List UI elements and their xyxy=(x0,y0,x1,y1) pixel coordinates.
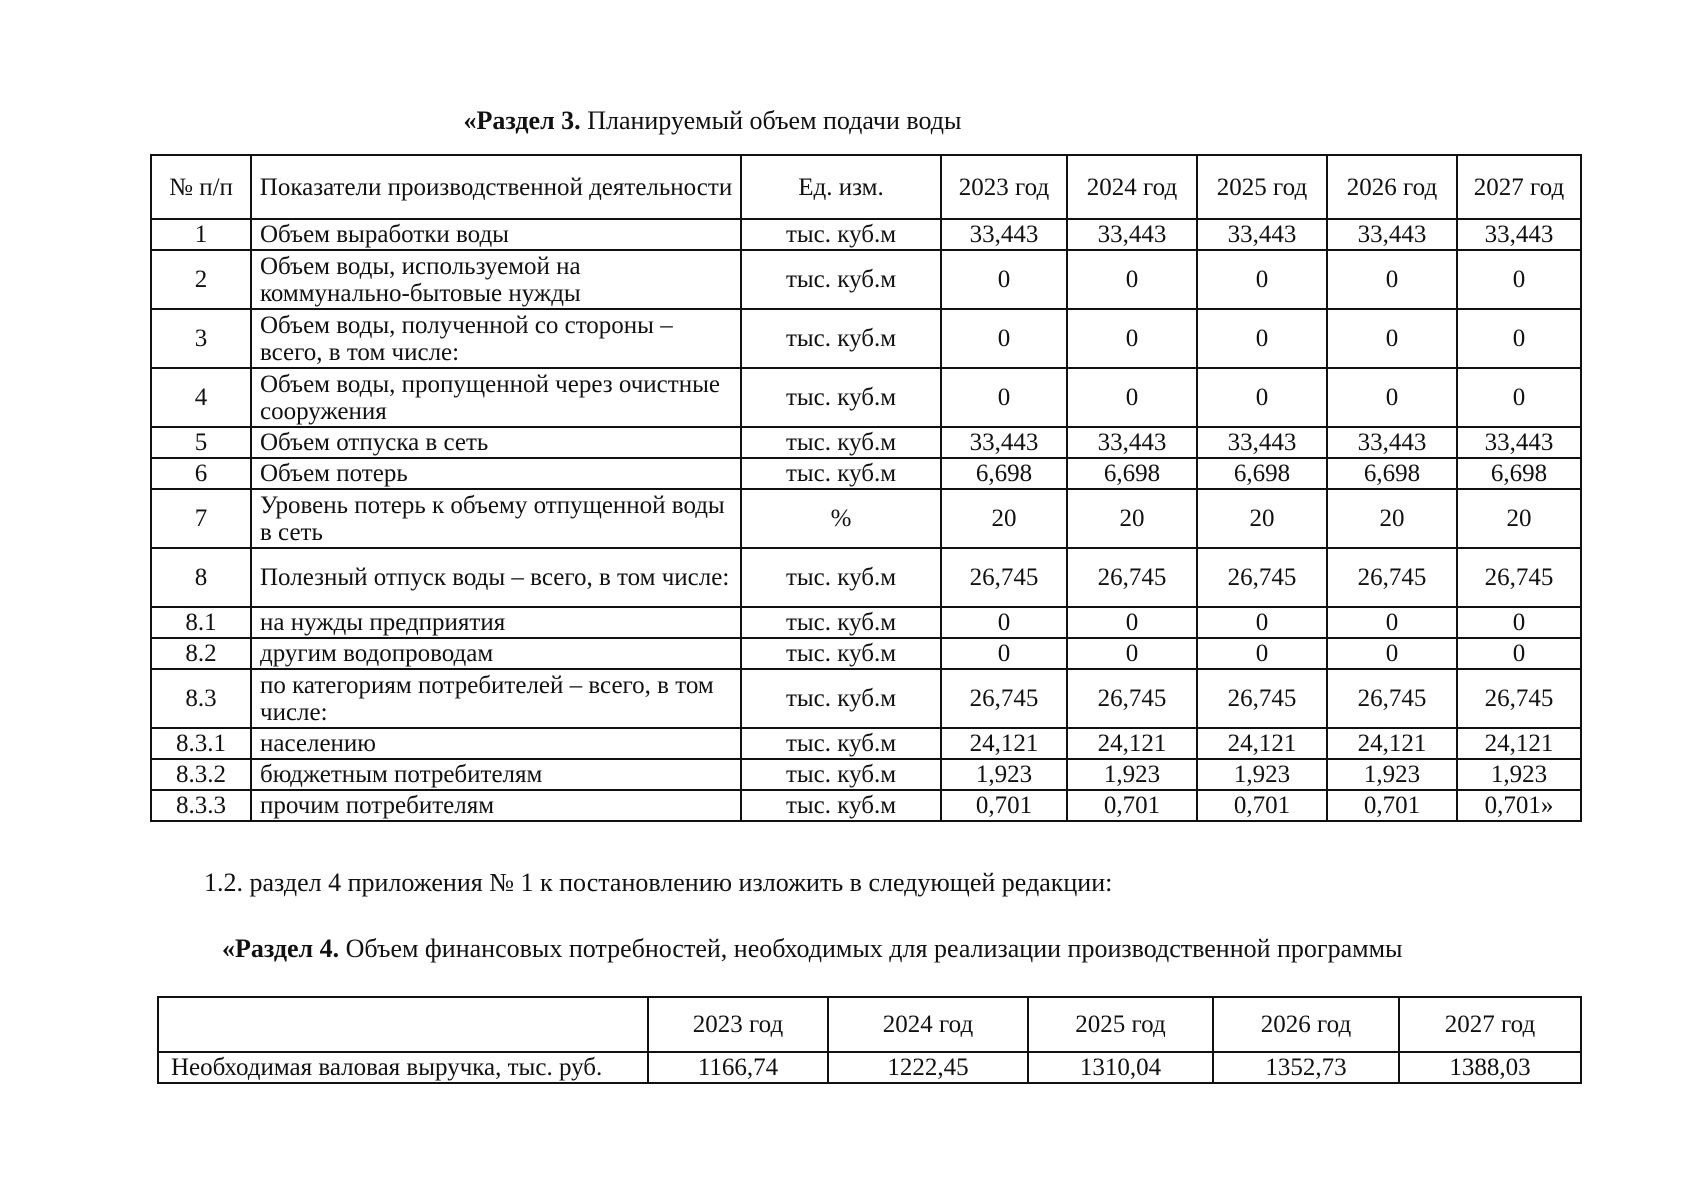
value-2027: 0 xyxy=(1457,607,1581,638)
value-2026: 0,701 xyxy=(1327,790,1457,821)
value-2027: 0 xyxy=(1457,250,1581,309)
value-2027: 24,121 xyxy=(1457,728,1581,759)
value-2027: 26,745 xyxy=(1457,669,1581,728)
col-header-empty xyxy=(158,997,648,1052)
value-2024: 26,745 xyxy=(1067,548,1197,607)
row-indicator: Объем выработки воды xyxy=(251,219,741,250)
row-indicator: Объем воды, полученной со стороны – всего, в том числе: xyxy=(251,309,741,368)
value-2024: 6,698 xyxy=(1067,458,1197,489)
row-indicator: по категориям потребителей – всего, в том числе: xyxy=(251,669,741,728)
value-2024: 33,443 xyxy=(1067,219,1197,250)
row-number: 8.2 xyxy=(151,638,251,669)
row-number: 3 xyxy=(151,309,251,368)
row-number: 2 xyxy=(151,250,251,309)
table-row xyxy=(158,1052,1581,1083)
section-4-title-text: Объем финансовых потребностей, необходимых для реализации производственной программы xyxy=(339,934,1403,963)
row-indicator: Объем потерь xyxy=(251,458,741,489)
value-2027: 6,698 xyxy=(1457,458,1581,489)
value-2026: 0 xyxy=(1327,638,1457,669)
table-row xyxy=(151,368,1581,427)
table-row xyxy=(151,427,1581,458)
col-header-2025: 2025 год xyxy=(1197,155,1327,219)
value-2023: 0 xyxy=(941,309,1067,368)
row-number: 8.3 xyxy=(151,669,251,728)
value-2026: 0 xyxy=(1327,309,1457,368)
col-header-2023: 2023 год xyxy=(941,155,1067,219)
row-number: 5 xyxy=(151,427,251,458)
value-2024: 0 xyxy=(1067,368,1197,427)
row-unit: тыс. куб.м xyxy=(741,309,941,368)
table-row xyxy=(151,638,1581,669)
value-2023: 20 xyxy=(941,489,1067,548)
value-2023: 24,121 xyxy=(941,728,1067,759)
value-2025: 1,923 xyxy=(1197,759,1327,790)
value-2025: 0 xyxy=(1197,638,1327,669)
value-2023: 33,443 xyxy=(941,427,1067,458)
value-2024: 0 xyxy=(1067,250,1197,309)
row-indicator: Объем воды, пропущенной через очистные сооружения xyxy=(251,368,741,427)
table-header-row xyxy=(158,997,1581,1052)
row-number: 8.3.1 xyxy=(151,728,251,759)
value-2024: 20 xyxy=(1067,489,1197,548)
value-2023: 0,701 xyxy=(941,790,1067,821)
value-2025: 33,443 xyxy=(1197,219,1327,250)
value-2023: 0 xyxy=(941,368,1067,427)
value-2026: 1352,73 xyxy=(1213,1052,1399,1083)
value-2024: 0 xyxy=(1067,309,1197,368)
value-2023: 26,745 xyxy=(941,548,1067,607)
row-indicator: прочим потребителям xyxy=(251,790,741,821)
value-2023: 0 xyxy=(941,250,1067,309)
col-header-2024: 2024 год xyxy=(1067,155,1197,219)
value-2024: 1222,45 xyxy=(828,1052,1028,1083)
table-row xyxy=(151,219,1581,250)
value-2026: 6,698 xyxy=(1327,458,1457,489)
row-unit: тыс. куб.м xyxy=(741,607,941,638)
value-2025: 0 xyxy=(1197,309,1327,368)
row-unit: тыс. куб.м xyxy=(741,368,941,427)
value-2023: 26,745 xyxy=(941,669,1067,728)
row-unit: тыс. куб.м xyxy=(741,427,941,458)
value-2024: 26,745 xyxy=(1067,669,1197,728)
value-2025: 33,443 xyxy=(1197,427,1327,458)
paragraph-1-2: 1.2. раздел 4 приложения № 1 к постановлению изложить в следующей редакции: xyxy=(204,868,1113,897)
row-unit: тыс. куб.м xyxy=(741,219,941,250)
row-number: 1 xyxy=(151,219,251,250)
value-2025: 0,701 xyxy=(1197,790,1327,821)
row-number: 6 xyxy=(151,458,251,489)
value-2026: 20 xyxy=(1327,489,1457,548)
table-row xyxy=(151,607,1581,638)
value-2026: 26,745 xyxy=(1327,548,1457,607)
col-header-2026: 2026 год xyxy=(1213,997,1399,1052)
value-2027: 1388,03 xyxy=(1399,1052,1581,1083)
value-2027: 0 xyxy=(1457,368,1581,427)
value-2026: 33,443 xyxy=(1327,219,1457,250)
row-number: 8.3.2 xyxy=(151,759,251,790)
value-2027: 0 xyxy=(1457,638,1581,669)
table-row xyxy=(151,250,1581,309)
value-2025: 26,745 xyxy=(1197,548,1327,607)
value-2025: 0 xyxy=(1197,250,1327,309)
value-2024: 33,443 xyxy=(1067,427,1197,458)
row-indicator: Полезный отпуск воды – всего, в том числе: xyxy=(251,548,741,607)
row-number: 8.3.3 xyxy=(151,790,251,821)
value-2025: 1310,04 xyxy=(1028,1052,1213,1083)
value-2025: 24,121 xyxy=(1197,728,1327,759)
value-2023: 6,698 xyxy=(941,458,1067,489)
table-row xyxy=(151,728,1581,759)
value-2027: 20 xyxy=(1457,489,1581,548)
value-2027: 26,745 xyxy=(1457,548,1581,607)
value-2027: 0 xyxy=(1457,309,1581,368)
value-2026: 0 xyxy=(1327,250,1457,309)
value-2023: 0 xyxy=(941,607,1067,638)
row-number: 8.1 xyxy=(151,607,251,638)
value-2023: 0 xyxy=(941,638,1067,669)
col-header-2026: 2026 год xyxy=(1327,155,1457,219)
col-header-2024: 2024 год xyxy=(828,997,1028,1052)
value-2023: 1166,74 xyxy=(648,1052,828,1083)
row-indicator: Объем воды, используемой на коммунально-бытовые нужды xyxy=(251,250,741,309)
value-2024: 0 xyxy=(1067,638,1197,669)
row-unit: тыс. куб.м xyxy=(741,458,941,489)
row-label: Необходимая валовая выручка, тыс. руб. xyxy=(158,1052,648,1083)
row-unit: тыс. куб.м xyxy=(741,790,941,821)
row-indicator: населению xyxy=(251,728,741,759)
table-row xyxy=(151,759,1581,790)
row-indicator: на нужды предприятия xyxy=(251,607,741,638)
row-indicator: бюджетным потребителям xyxy=(251,759,741,790)
table-row xyxy=(151,790,1581,821)
col-header-2023: 2023 год xyxy=(648,997,828,1052)
value-2027: 33,443 xyxy=(1457,219,1581,250)
table-row xyxy=(151,489,1581,548)
value-2024: 1,923 xyxy=(1067,759,1197,790)
section-4-title xyxy=(222,934,1403,964)
row-number: 7 xyxy=(151,489,251,548)
value-2024: 0,701 xyxy=(1067,790,1197,821)
col-header-number: № п/п xyxy=(151,155,251,219)
table-row xyxy=(151,548,1581,607)
row-unit: тыс. куб.м xyxy=(741,728,941,759)
row-indicator: другим водопроводам xyxy=(251,638,741,669)
value-2025: 20 xyxy=(1197,489,1327,548)
row-indicator: Объем отпуска в сеть xyxy=(251,427,741,458)
row-unit: тыс. куб.м xyxy=(741,669,941,728)
value-2026: 26,745 xyxy=(1327,669,1457,728)
row-indicator: Уровень потерь к объему отпущенной воды в сеть xyxy=(251,489,741,548)
col-header-indicator: Показатели производственной деятельности xyxy=(251,155,741,219)
col-header-2025: 2025 год xyxy=(1028,997,1213,1052)
value-2023: 1,923 xyxy=(941,759,1067,790)
value-2027: 1,923 xyxy=(1457,759,1581,790)
value-2023: 33,443 xyxy=(941,219,1067,250)
row-number: 8 xyxy=(151,548,251,607)
table-row xyxy=(151,669,1581,728)
section-3-title-bold: «Раздел 3. xyxy=(463,106,581,135)
row-unit: % xyxy=(741,489,941,548)
section-3-title xyxy=(0,106,1425,136)
section-3-title-text: Планируемый объем подачи воды xyxy=(580,106,962,135)
table-row xyxy=(151,309,1581,368)
col-header-2027: 2027 год xyxy=(1399,997,1581,1052)
value-2025: 26,745 xyxy=(1197,669,1327,728)
value-2026: 33,443 xyxy=(1327,427,1457,458)
value-2025: 0 xyxy=(1197,368,1327,427)
value-2026: 1,923 xyxy=(1327,759,1457,790)
row-unit: тыс. куб.м xyxy=(741,638,941,669)
value-2026: 0 xyxy=(1327,607,1457,638)
table-row xyxy=(151,458,1581,489)
row-number: 4 xyxy=(151,368,251,427)
value-2025: 6,698 xyxy=(1197,458,1327,489)
value-2024: 0 xyxy=(1067,607,1197,638)
col-header-2027: 2027 год xyxy=(1457,155,1581,219)
value-2024: 24,121 xyxy=(1067,728,1197,759)
col-header-unit: Ед. изм. xyxy=(741,155,941,219)
value-2027: 0,701» xyxy=(1457,790,1581,821)
row-unit: тыс. куб.м xyxy=(741,250,941,309)
value-2025: 0 xyxy=(1197,607,1327,638)
value-2027: 33,443 xyxy=(1457,427,1581,458)
financial-needs-table xyxy=(157,996,1582,1084)
table-header-row xyxy=(151,155,1581,219)
row-unit: тыс. куб.м xyxy=(741,759,941,790)
water-supply-table xyxy=(150,154,1582,822)
value-2026: 24,121 xyxy=(1327,728,1457,759)
row-unit: тыс. куб.м xyxy=(741,548,941,607)
value-2026: 0 xyxy=(1327,368,1457,427)
section-4-title-bold: «Раздел 4. xyxy=(222,934,340,963)
